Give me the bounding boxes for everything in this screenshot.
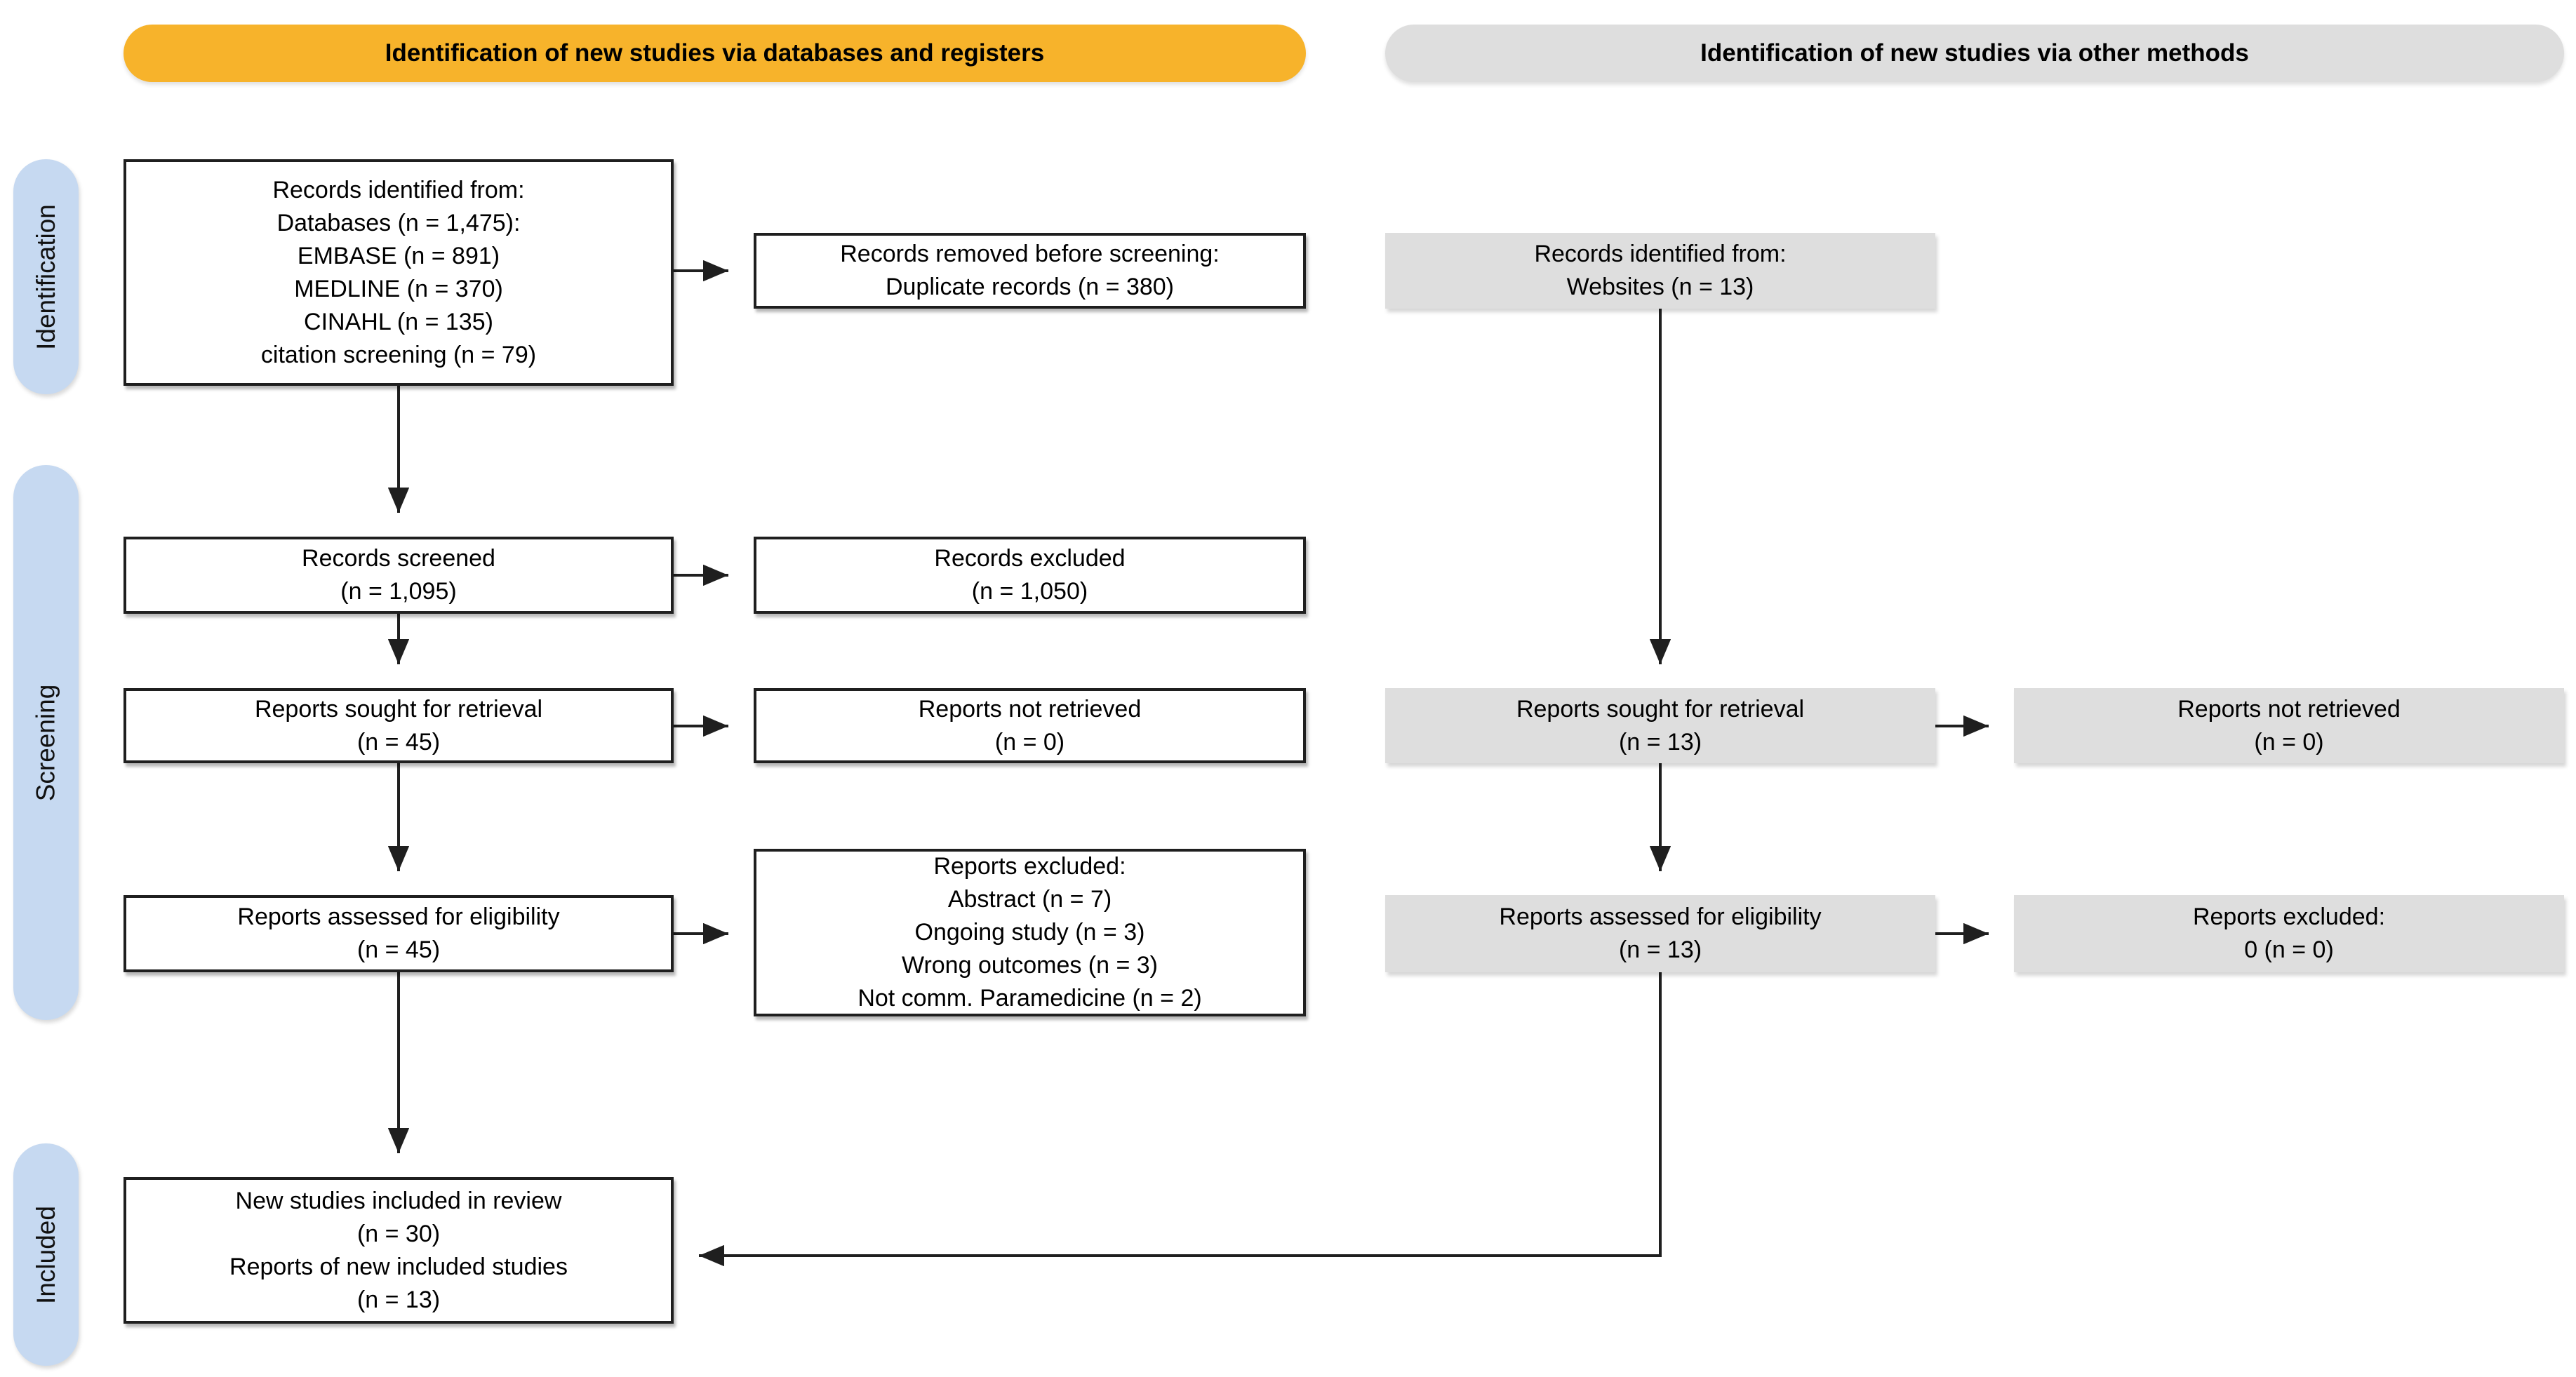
box-reports-not-retrieved-other	[2014, 688, 2564, 763]
box-line: Records removed before screening:	[840, 241, 1220, 267]
box-line: Reports assessed for eligibility	[237, 904, 560, 930]
box-records-identified	[124, 159, 674, 386]
box-line: (n = 1,095)	[340, 578, 457, 605]
box-line: (n = 30)	[356, 1220, 441, 1247]
banner-databases-registers	[124, 25, 1306, 82]
box-records-identified-websites	[1385, 233, 1935, 309]
box-reports-assessed-db	[124, 895, 674, 972]
box-line: New studies included in review	[235, 1187, 562, 1214]
box-line: Websites (n = 13)	[1566, 274, 1754, 300]
box-reports-excluded-other	[2014, 895, 2564, 972]
box-line: citation screening (n = 79)	[260, 341, 537, 368]
box-line: (n = 13)	[356, 1286, 441, 1313]
stage-label-included-text: Included	[31, 1205, 60, 1304]
stage-label-identification-text: Identification	[31, 203, 60, 350]
box-line: 0 (n = 0)	[2244, 936, 2334, 963]
box-line: (n = 45)	[356, 936, 441, 963]
box-line: Databases (n = 1,475):	[276, 209, 521, 236]
stage-label-identification	[13, 159, 79, 394]
box-line: (n = 0)	[994, 728, 1065, 755]
box-line: Reports sought for retrieval	[1516, 695, 1805, 723]
box-line: Records identified from:	[1534, 241, 1787, 267]
box-line: Reports assessed for eligibility	[1499, 904, 1822, 930]
box-reports-sought-other	[1385, 688, 1935, 763]
box-line: (n = 13)	[1618, 936, 1702, 963]
box-line: Reports sought for retrieval	[254, 695, 543, 723]
box-line: Records identified from:	[272, 176, 525, 203]
box-records-removed	[754, 233, 1306, 309]
box-line: Records excluded	[934, 545, 1126, 572]
box-records-screened	[124, 537, 674, 614]
box-line: (n = 0)	[2254, 728, 2324, 755]
stage-label-screening-text: Screening	[31, 684, 60, 801]
stage-label-screening	[13, 465, 79, 1020]
stage-label-included	[13, 1143, 79, 1366]
box-line: (n = 1,050)	[971, 578, 1088, 605]
box-line: Reports not retrieved	[918, 695, 1142, 723]
box-records-excluded	[754, 537, 1306, 614]
box-line: Ongoing study (n = 3)	[914, 919, 1145, 946]
box-reports-assessed-other	[1385, 895, 1935, 972]
box-line: CINAHL (n = 135)	[304, 308, 493, 335]
box-reports-excluded-reasons	[754, 849, 1306, 1016]
banner-databases-label: Identification of new studies via databases and registers	[385, 39, 1045, 67]
box-line: Duplicate records (n = 380)	[885, 274, 1175, 300]
box-line: Reports excluded:	[933, 853, 1126, 880]
box-line: (n = 13)	[1618, 728, 1702, 755]
box-reports-not-retrieved-db	[754, 688, 1306, 763]
box-new-studies-included	[124, 1177, 674, 1324]
box-line: Wrong outcomes (n = 3)	[901, 952, 1159, 979]
banner-other-methods	[1385, 25, 2564, 82]
box-line: EMBASE (n = 891)	[297, 242, 500, 269]
box-line: Records screened	[302, 545, 495, 572]
box-line: Reports of new included studies	[229, 1253, 568, 1280]
box-line: Reports excluded:	[2192, 904, 2386, 930]
box-reports-sought-db	[124, 688, 674, 763]
box-line: Abstract (n = 7)	[947, 886, 1112, 913]
box-line: Not comm. Paramedicine (n = 2)	[857, 985, 1202, 1012]
box-line: Reports not retrieved	[2177, 695, 2401, 723]
box-line: (n = 45)	[356, 728, 441, 755]
banner-other-methods-label: Identification of new studies via other methods	[1700, 39, 2249, 67]
box-line: MEDLINE (n = 370)	[294, 275, 503, 302]
